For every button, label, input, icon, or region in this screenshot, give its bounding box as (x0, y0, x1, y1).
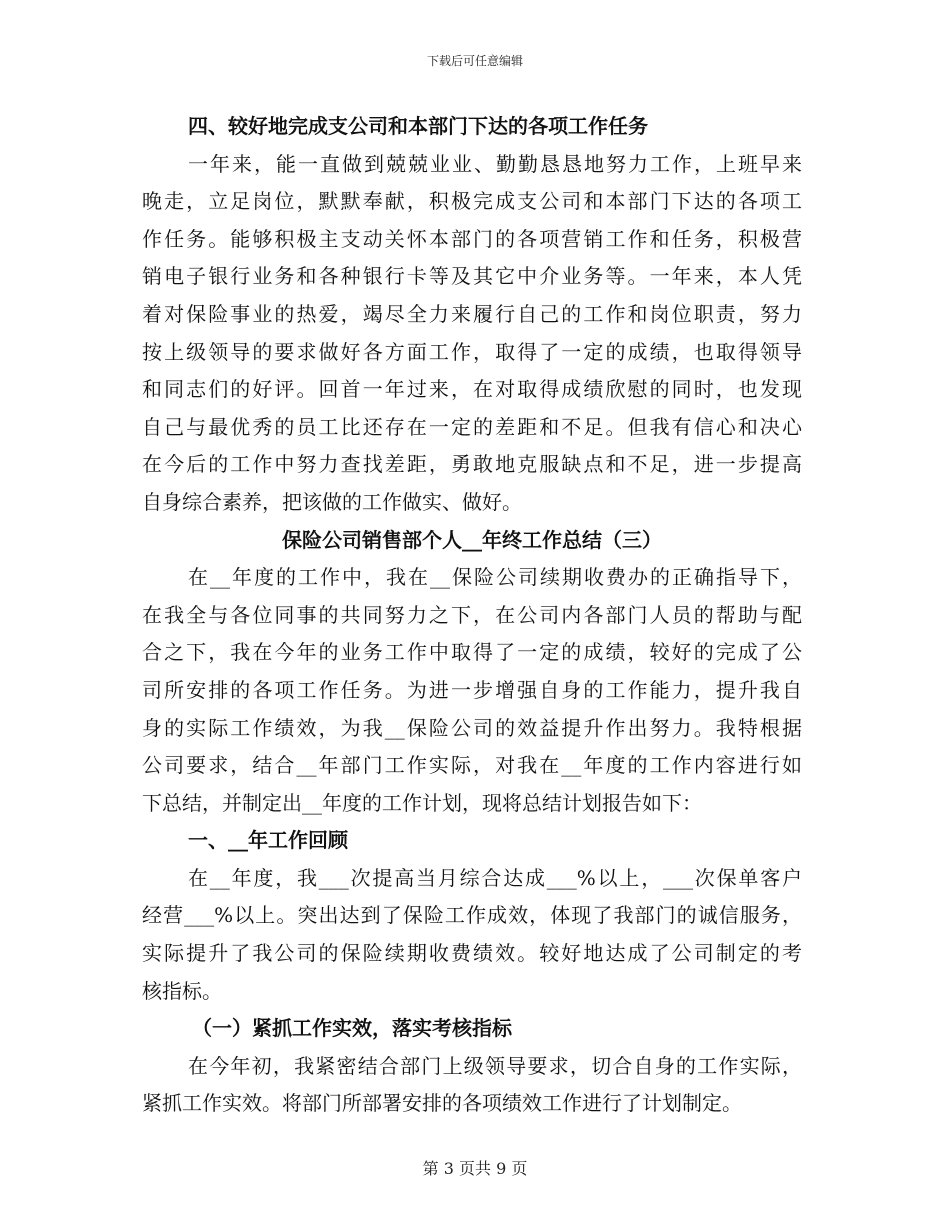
text-line: 在我全与各位同事的共同努力之下，在公司内各部门人员的帮助与配 (142, 602, 802, 627)
text-line: 和同志们的好评。回首一年过来，在对取得成绩欣慰的同时，也发现 (142, 377, 802, 402)
text-line: 在__年度，我___次提高当月综合达成___%以上，___次保单客户 (188, 865, 802, 890)
text-line: 销电子银行业务和各种银行卡等及其它中介业务等。一年来，本人凭 (142, 264, 802, 289)
text-line: 实际提升了我公司的保险续期收费绩效。较好地达成了公司制定的考 (142, 941, 802, 966)
text-line: 着对保险事业的热爱，竭尽全力来履行自己的工作和岗位职责，努力 (142, 301, 802, 326)
text-line: 核指标。 (142, 978, 222, 1003)
text-line: 自己与最优秀的员工比还存在一定的差距和不足。但我有信心和决心 (142, 414, 802, 439)
heading-line: 四、较好地完成支公司和本部门下达的各项工作任务 (188, 114, 648, 138)
text-line: 在今后的工作中努力查找差距，勇敢地克服缺点和不足，进一步提高 (142, 452, 802, 477)
page-header: 下载后可任意编辑 (426, 54, 523, 68)
text-line: 在__年度的工作中，我在__保险公司续期收费办的正确指导下， (188, 565, 802, 590)
text-line: 紧抓工作实效。将部门所部署安排的各项绩效工作进行了计划制定。 (142, 1091, 742, 1116)
heading-line: （一）紧抓工作实效，落实考核指标 (192, 1016, 512, 1041)
heading-line: 一、__年工作回顾 (188, 828, 348, 853)
document-body (142, 108, 802, 1123)
text-line: 自身综合素养，把该做的工作做实、做好。 (142, 489, 522, 514)
text-line: 在今年初，我紧密结合部门上级领导要求，切合自身的工作实际， (188, 1053, 802, 1078)
text-line: 合之下，我在今年的业务工作中取得了一定的成绩，较好的完成了公 (142, 640, 802, 665)
text-line: 晚走，立足岗位，默默奉献，积极完成支公司和本部门下达的各项工 (142, 189, 802, 214)
text-line: 司所安排的各项工作任务。为进一步增强自身的工作能力，提升我自 (142, 677, 802, 702)
text-line: 作任务。能够积极主支动关怀本部门的各项营销工作和任务，积极营 (142, 226, 802, 251)
heading-line: 保险公司销售部个人__年终工作总结（三） (282, 527, 662, 552)
text-line: 按上级领导的要求做好各方面工作，取得了一定的成绩，也取得领导 (142, 339, 802, 364)
text-line: 经营___%以上。突出达到了保险工作成效，体现了我部门的诚信服务， (142, 903, 802, 928)
text-line: 一年来，能一直做到兢兢业业、勤勤恳恳地努力工作，上班早来 (188, 151, 802, 176)
page-footer: 第 3 页共 9 页 (422, 1159, 528, 1178)
text-line: 公司要求，结合__年部门工作实际，对我在__年度的工作内容进行如 (142, 753, 802, 778)
text-line: 身的实际工作绩效，为我__保险公司的效益提升作出努力。我特根据 (142, 715, 802, 740)
text-line: 下总结，并制定出__年度的工作计划，现将总结计划报告如下： (142, 790, 702, 815)
